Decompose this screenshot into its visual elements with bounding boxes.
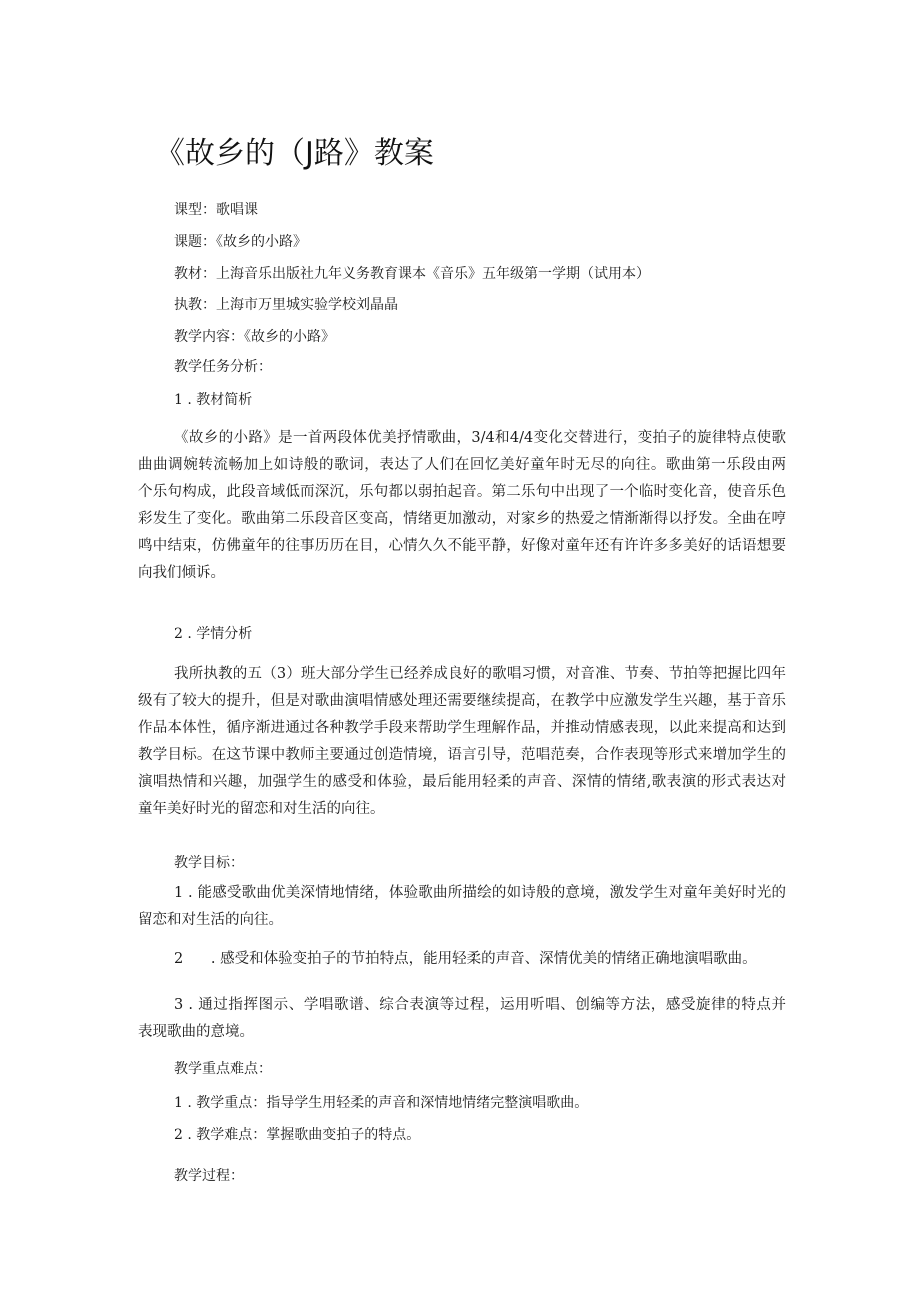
goal-line: 2 . 感受和体验变拍子的节拍特点，能用轻柔的声音、深情优美的情绪正确地演唱歌曲。 bbox=[174, 951, 757, 967]
process-heading: 教学过程： bbox=[174, 1168, 244, 1184]
key-points-heading: 教学重点难点： bbox=[174, 1061, 272, 1077]
key-point-item: 1 . 教学重点：指导学生用轻柔的声音和深情地情绪完整演唱歌曲。 bbox=[174, 1095, 589, 1111]
paragraph-line: 作品本体性，循序渐进通过各种教学手段来帮助学生理解作品，并推动情感表现，以此来提高和达到 bbox=[138, 720, 786, 736]
goal-line: 1 . 能感受歌曲优美深情地情绪，体验歌曲所描绘的如诗般的意境，激发学生对童年美好时光的 bbox=[174, 885, 786, 901]
lesson-content: 教学内容：《故乡的小路》 bbox=[174, 329, 335, 345]
goal-line: 3 . 通过指挥图示、学唱歌谱、综合表演等过程，运用听唱、创编等方法，感受旋律的特点并 bbox=[174, 997, 786, 1013]
paragraph-line: 个乐句构成，此段音域低而深沉，乐句都以弱拍起音。第二乐句中出现了一个临时变化音，使音乐色 bbox=[138, 484, 786, 500]
paragraph-line: 我所执教的五（3）班大部分学生已经养成良好的歌唱习惯，对音准、节奏、节拍等把握比四年 bbox=[174, 666, 786, 682]
lesson-type: 课型：歌唱课 bbox=[174, 202, 258, 218]
paragraph-line: 《故乡的小路》是一首两段体优美抒情歌曲，3/4和4/4变化交替进行，变拍子的旋律特点使歌 bbox=[174, 430, 786, 446]
paragraph-line: 级有了较大的提升，但是对歌曲演唱情感处理还需要继续提高，在教学中应激发学生兴趣，基于音乐 bbox=[138, 693, 786, 709]
goals-heading: 教学目标： bbox=[174, 855, 244, 871]
paragraph-line: 童年美好时光的留恋和对生活的向往。 bbox=[138, 801, 385, 817]
goal-line: 表现歌曲的意境。 bbox=[138, 1024, 254, 1040]
paragraph-line: 演唱热情和兴趣，加强学生的感受和体验，最后能用轻柔的声音、深情的情绪,歌表演的形式表达对 bbox=[138, 774, 786, 790]
paragraph-line: 向我们倾诉。 bbox=[138, 565, 225, 581]
section1-heading: 1 . 教材简析 bbox=[174, 392, 253, 408]
lesson-material: 教材：上海音乐出版社九年义务教育课本《音乐》五年级第一学期（试用本） bbox=[174, 266, 650, 282]
goal-item-3 bbox=[138, 992, 786, 1046]
task-analysis-heading: 教学任务分析： bbox=[174, 359, 272, 375]
paragraph-line: 教学目标。在这节课中教师主要通过创造情境，语言引导，范唱范奏，合作表现等形式来增加学生的 bbox=[138, 747, 786, 763]
goal-item-1 bbox=[138, 880, 786, 934]
lesson-topic: 课题：《故乡的小路》 bbox=[174, 234, 307, 250]
lesson-teacher: 执教：上海市万里城实验学校刘晶晶 bbox=[174, 297, 398, 313]
paragraph-line: 彩发生了变化。歌曲第二乐段音区变高，情绪更加激动，对家乡的热爱之情渐渐得以抒发。全曲在哼 bbox=[138, 511, 786, 527]
paragraph-line: 鸣中结束，仿佛童年的往事历历在目，心情久久不能平静，好像对童年还有许许多多美好的话语想要 bbox=[138, 538, 786, 554]
section1-paragraph bbox=[138, 425, 786, 587]
goal-line: 留恋和对生活的向往。 bbox=[138, 912, 283, 928]
goal-item-2 bbox=[138, 946, 786, 973]
section2-heading: 2 . 学情分析 bbox=[174, 626, 253, 642]
key-point-item: 2 . 教学难点：掌握歌曲变拍子的特点。 bbox=[174, 1127, 421, 1143]
page-title: 《故乡的（J路》教案 bbox=[155, 136, 434, 171]
paragraph-line: 曲曲调婉转流畅加上如诗般的歌词，表达了人们在回忆美好童年时无尽的向往。歌曲第一乐段由两 bbox=[138, 457, 786, 473]
section2-paragraph bbox=[138, 661, 786, 823]
